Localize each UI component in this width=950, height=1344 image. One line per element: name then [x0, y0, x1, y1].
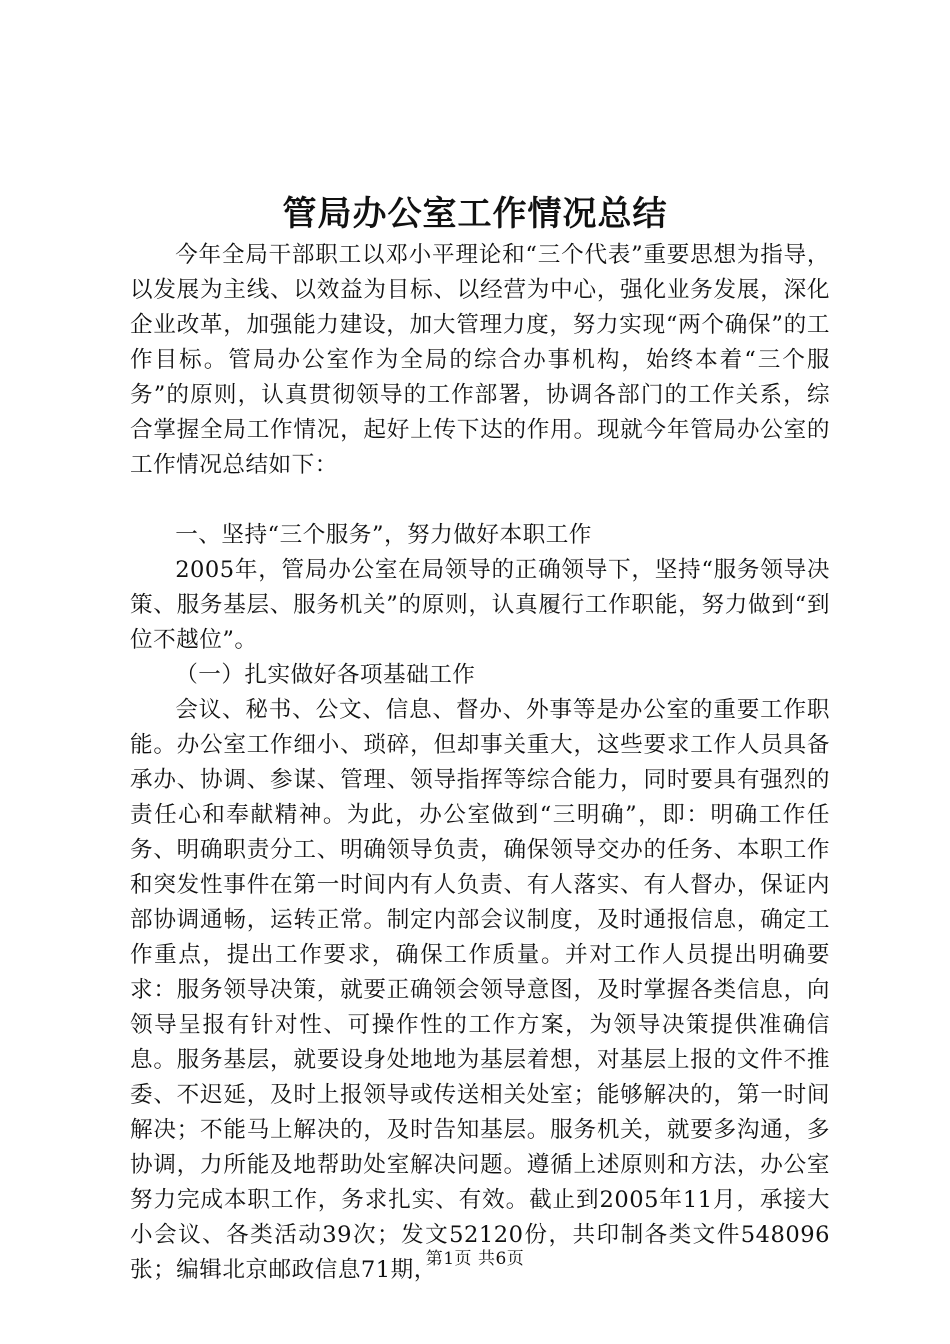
paragraph-subsection-1: 会议、秘书、公文、信息、督办、外事等是办公室的重要工作职能。办公室工作细小、琐碎，但却事关重大，这些要求工作人员具备承办、协调、参谋、管理、领导指挥等综合能力，同时要具有强烈的责任心和奉献精神。为此，办公室做到“三明确”，即：明确工作任务、明确职责分工、明确领导负责，确保领导交办的任务、本职工作和突发性事件在第一时间内有人负责、有人落实、有人督办，保证内部协调通畅，运转正常。制定内部会议制度，及时通报信息，确定工作重点，提出工作要求，确保工作质量。并对工作人员提出明确要求：服务领导决策，就要正确领会领导意图，及时掌握各类信息，向领导呈报有针对性、可操作性的工作方案，为领导决策提供准确信息。服务基层，就要设身处地地为基层着想，对基层上报的文件不推委、不迟延，及时上报领导或传送相关处室；能够解决的，第一时间解决；不能马上解决的，及时告知基层。服务机关，就要多沟通，多协调，力所能及地帮助处室解决问题。遵循上述原则和方法，办公室努力完成本职工作，务求扎实、有效。截止到2005年11月，承接大小会议、各类活动39次；发文52120份，共印制各类文件548096张；编辑北京邮政信息71期，	[130, 697, 830, 1283]
section-heading-1: 一、坚持“三个服务”，努力做好本职工作	[175, 522, 592, 548]
paragraph-spacer	[130, 483, 830, 518]
paragraph-intro: 今年全局干部职工以邓小平理论和“三个代表”重要思想为指导，以发展为主线、以效益为目标、以经营为中心，强化业务发展，深化企业改革，加强能力建设，加大管理力度，努力实现“两个确保”的工作目标。管局办公室作为全局的综合办事机构，始终本着“三个服务”的原则，认真贯彻领导的工作部署，协调各部门的工作关系，综合掌握全局工作情况，起好上传下达的作用。现就今年管局办公室的工作情况总结如下：	[130, 242, 830, 478]
document-title: 管局办公室工作情况总结	[282, 194, 668, 234]
subsection-heading-1: （一）扎实做好各项基础工作	[175, 662, 476, 688]
page-number-footer: 第1页 共6页	[425, 1249, 525, 1269]
document-body	[130, 238, 830, 1288]
paragraph-section-1: 2005年，管局办公室在局领导的正确领导下，坚持“服务领导决策、服务基层、服务机关”的原则，认真履行工作职能，努力做到“到位不越位”。	[130, 557, 830, 653]
